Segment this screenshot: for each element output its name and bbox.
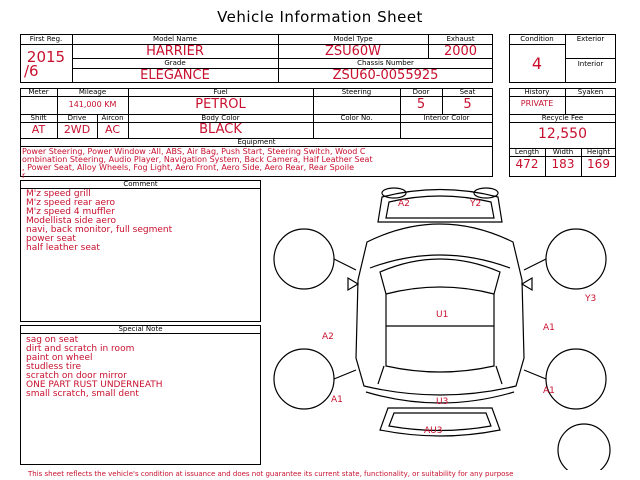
equipment-label: Equipment xyxy=(237,138,276,146)
sheet-title: Vehicle Information Sheet xyxy=(217,8,423,26)
height-label: Height xyxy=(586,148,611,156)
aircon-label: Aircon xyxy=(101,114,124,122)
comment-line: M'z speed rear aero xyxy=(26,198,116,208)
comment-line: M'z speed grill xyxy=(26,189,91,199)
special-note-line: scratch on door mirror xyxy=(26,371,127,381)
special-note-line: studless tire xyxy=(26,362,81,372)
disclaimer-footer: This sheet reflects the vehicle's condition at issuance and does not guarantee its current state, functionality, or suitability for any purpose xyxy=(28,470,514,478)
equipment-line: r xyxy=(22,171,26,180)
damage-code-y2: Y2 xyxy=(470,199,482,209)
damage-code-au3: AU3 xyxy=(424,426,443,436)
comment-line: navi, back monitor, full segment xyxy=(26,225,173,235)
width-value: 183 xyxy=(551,157,575,171)
condition-label: Condition xyxy=(520,35,554,43)
first-reg-label: First Reg. xyxy=(29,35,63,43)
first-reg-month: /6 xyxy=(24,62,39,80)
model-name: HARRIER xyxy=(146,44,204,59)
recycle-value: 12,550 xyxy=(538,126,587,142)
comment-label: Comment xyxy=(123,180,158,188)
damage-code-a1-right: A1 xyxy=(543,323,555,333)
seat-value: 5 xyxy=(463,97,472,112)
first-reg-year: 2015 xyxy=(26,48,66,66)
comment-list xyxy=(26,190,172,253)
interior-label: Interior xyxy=(577,60,604,68)
history-label: History xyxy=(524,88,550,96)
wheel-front-left xyxy=(274,229,334,289)
special-note-label: Special Note xyxy=(118,325,163,333)
fuel-label: Fuel xyxy=(213,88,228,96)
comment-line: M'z speed 4 muffler xyxy=(26,207,115,217)
door-value: 5 xyxy=(416,97,426,112)
body-color-label: Body Color xyxy=(201,114,240,122)
mileage-label: Mileage xyxy=(78,88,107,96)
chassis-label: Chassis Number xyxy=(357,59,414,67)
damage-code-y3: Y3 xyxy=(585,294,597,304)
damage-code-a1-bottom-right: A1 xyxy=(543,386,555,396)
comment-line: half leather seat xyxy=(26,243,100,253)
exhaust-value: 2000 xyxy=(443,44,478,59)
syaken-label: Syaken xyxy=(577,88,604,96)
model-type: ZSU60W xyxy=(324,44,382,59)
special-note-line: dirt and scratch in room xyxy=(26,344,135,354)
grade-value: ELEGANCE xyxy=(140,68,210,83)
wheel-front-right xyxy=(546,229,606,289)
chassis-value: ZSU60-0055925 xyxy=(332,68,439,83)
door-label: Door xyxy=(412,88,430,96)
equipment-line: ombination Steering, Audio Player, Navigation System, Back Camera, Half Leather Seat xyxy=(22,155,373,164)
model-type-label: Model Type xyxy=(333,35,373,43)
special-note-line: sag on seat xyxy=(26,335,79,345)
condition-value: 4 xyxy=(531,54,543,73)
car-damage-diagram xyxy=(262,180,640,470)
meter-label: Meter xyxy=(28,88,49,96)
special-note-line: paint on wheel xyxy=(26,353,93,363)
fuel-value: PETROL xyxy=(195,97,246,112)
interior-color-label: Interior Color xyxy=(423,114,470,122)
exhaust-label: Exhaust xyxy=(446,35,475,43)
damage-code-a1-bottom-left: A1 xyxy=(331,395,343,405)
damage-code-u3: U3 xyxy=(436,397,449,407)
drive-value: 2WD xyxy=(63,123,91,136)
drive-label: Drive xyxy=(67,114,87,122)
length-label: Length xyxy=(514,148,540,156)
seat-label: Seat xyxy=(459,88,476,96)
shift-label: Shift xyxy=(30,114,47,122)
wheel-rear-left xyxy=(274,349,334,409)
exterior-label: Exterior xyxy=(576,35,605,43)
damage-code-a2-top: A2 xyxy=(398,199,410,209)
equipment-line: , Power Seat, Alloy Wheels, Fog Light, Aero Front, Aero Side, Aero Rear, Rear Spoile xyxy=(22,163,355,172)
comment-line: power seat xyxy=(26,234,76,244)
special-note-line: small scratch, small dent xyxy=(26,389,139,399)
spare-wheel xyxy=(558,424,610,470)
model-name-label: Model Name xyxy=(153,35,197,43)
length-value: 472 xyxy=(515,157,539,171)
steering-label: Steering xyxy=(341,88,372,96)
comment-line: Modellista side aero xyxy=(26,216,116,226)
equipment-list xyxy=(22,148,373,180)
damage-code-a2-left: A2 xyxy=(322,332,334,342)
aircon-value: AC xyxy=(104,123,120,136)
special-note-line: ONE PART RUST UNDERNEATH xyxy=(26,380,163,390)
wheel-rear-right xyxy=(546,349,606,409)
damage-code-u1: U1 xyxy=(436,310,449,320)
grade-label: Grade xyxy=(164,59,186,67)
recycle-label: Recycle Fee xyxy=(541,114,584,122)
history-value: PRIVATE xyxy=(520,99,554,108)
front-view-outline xyxy=(378,190,502,223)
color-no-label: Color No. xyxy=(340,114,373,122)
body-color-value: BLACK xyxy=(199,122,242,137)
height-value: 169 xyxy=(587,157,610,171)
special-note-list xyxy=(26,336,163,399)
width-label: Width xyxy=(552,148,574,156)
shift-value: AT xyxy=(31,123,46,136)
equipment-line: Power Steering, Power Window :All, ABS, Air Bag, Push Start, Steering Switch, Wood C xyxy=(22,147,366,156)
mileage-value: 141,000 KM xyxy=(68,100,117,109)
